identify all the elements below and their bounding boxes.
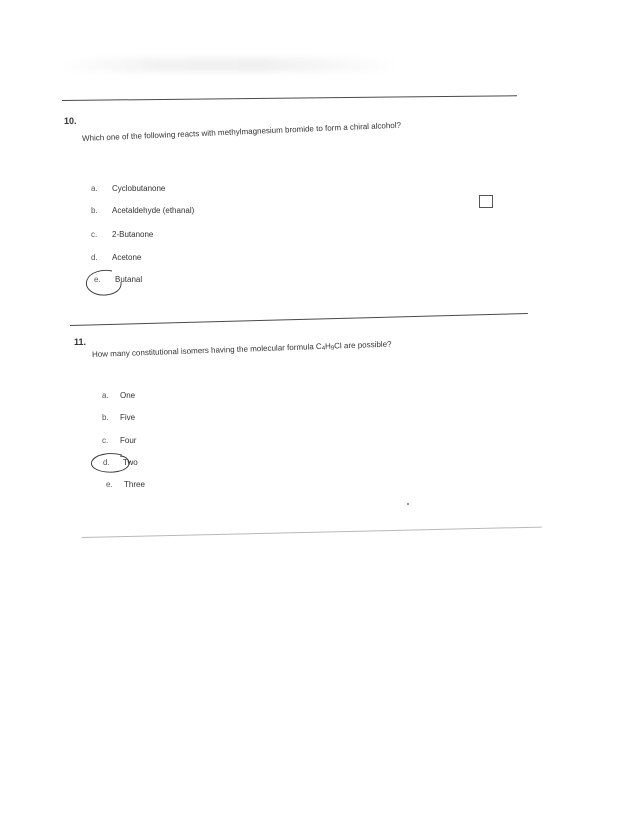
question-10-option-a[interactable] bbox=[91, 184, 165, 193]
option-letter: e. bbox=[94, 275, 101, 284]
question-10-option-b[interactable] bbox=[91, 206, 194, 215]
question-11-option-c[interactable] bbox=[102, 436, 136, 445]
question-10-number: 10. bbox=[64, 116, 77, 126]
question-11-text-part: How many constitutional isomers having the molecular formula C bbox=[91, 341, 322, 359]
option-text: Three bbox=[124, 480, 145, 489]
option-letter: b. bbox=[91, 206, 98, 215]
question-10-option-c[interactable] bbox=[91, 230, 153, 239]
question-11-top-rule bbox=[70, 313, 528, 326]
option-text: Cyclobutanone bbox=[112, 184, 166, 193]
question-10-top-rule bbox=[62, 95, 517, 101]
option-letter: e. bbox=[106, 480, 113, 489]
question-10-option-d[interactable] bbox=[91, 253, 141, 262]
option-letter: d. bbox=[103, 458, 110, 467]
question-11-option-e[interactable] bbox=[106, 480, 145, 489]
option-letter: b. bbox=[102, 413, 109, 422]
option-text: Two bbox=[123, 458, 138, 467]
option-text: Five bbox=[120, 413, 136, 422]
formula-subscript: 9 bbox=[330, 345, 335, 352]
scan-artifact bbox=[60, 58, 400, 72]
question-11-text-part: Cl are possible? bbox=[334, 339, 392, 351]
option-letter: c. bbox=[91, 230, 98, 239]
option-letter: a. bbox=[102, 391, 109, 400]
option-letter: a. bbox=[91, 184, 98, 193]
option-text: Butanal bbox=[115, 275, 143, 284]
scan-speck bbox=[407, 503, 409, 505]
question-10-text: Which one of the following reacts with methylmagnesium bromide to form a chiral alcohol? bbox=[81, 120, 402, 143]
option-text: Acetaldehyde (ethanal) bbox=[112, 206, 195, 215]
option-text: Four bbox=[120, 436, 137, 445]
bottom-rule bbox=[82, 527, 542, 538]
option-letter: d. bbox=[91, 253, 98, 262]
question-11-number: 11. bbox=[74, 337, 87, 347]
option-text: Acetone bbox=[112, 253, 142, 262]
option-letter: c. bbox=[102, 436, 109, 445]
question-11-option-d[interactable] bbox=[103, 458, 138, 467]
option-text: 2-Butanone bbox=[112, 230, 154, 239]
question-11-option-a[interactable] bbox=[102, 391, 135, 400]
question-11-option-b[interactable] bbox=[102, 413, 135, 422]
question-11-text-part: H bbox=[324, 341, 331, 351]
question-10-option-e[interactable] bbox=[94, 275, 142, 284]
formula-subscript: 4 bbox=[321, 345, 326, 352]
option-text: One bbox=[120, 391, 136, 400]
question-11-text bbox=[92, 340, 392, 360]
checkbox[interactable] bbox=[479, 195, 493, 208]
